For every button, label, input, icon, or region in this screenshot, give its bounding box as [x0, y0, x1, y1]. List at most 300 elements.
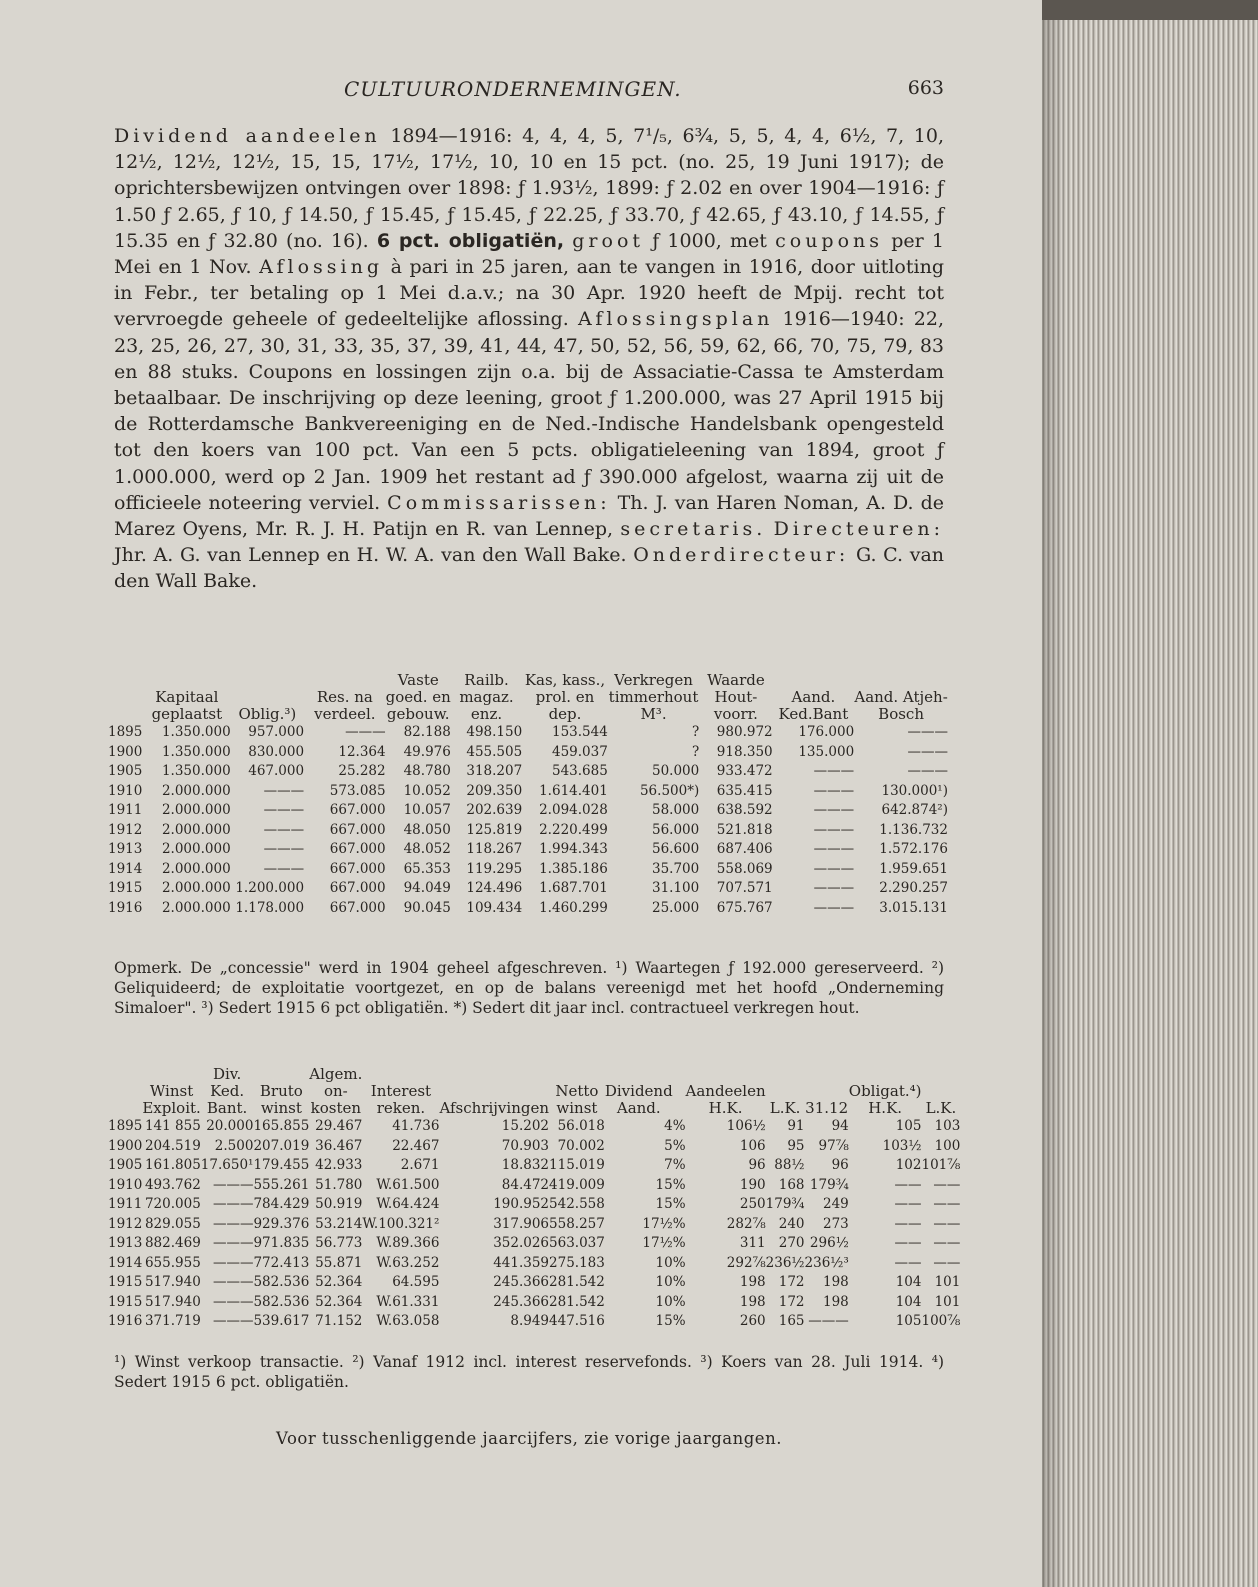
table-cell: 249: [823, 1196, 849, 1212]
year-cell: 1914: [108, 1254, 143, 1271]
table-cell: %: [672, 1254, 686, 1271]
table-cell: ———: [907, 763, 948, 779]
paragraph-run: Jhr. A. G. van Lennep en H. W. A. van den Wall Bake.: [114, 544, 634, 567]
table-cell: 273: [823, 1215, 849, 1232]
balance-table-header: [108, 672, 948, 723]
table-cell: 784.429: [253, 1196, 310, 1212]
table-cell: 17½: [642, 1215, 673, 1232]
table-cell: 103: [934, 1118, 961, 1134]
table-cell: 1.385.186: [539, 860, 608, 877]
year-cell: 1905: [108, 763, 143, 779]
table-cell: 103½: [882, 1137, 922, 1154]
table-cell: 772.413: [253, 1254, 310, 1271]
table-cell: 2.000.000: [161, 880, 231, 896]
table-cell: ———: [212, 1196, 254, 1212]
table-cell: ———: [813, 802, 855, 818]
table-cell: ——: [933, 1196, 961, 1212]
table-cell: 101⅞: [921, 1157, 961, 1173]
table-cell: ———: [212, 1176, 254, 1193]
table-cell: %: [672, 1235, 686, 1251]
table-cell: ——: [894, 1254, 922, 1271]
balance-table: [108, 672, 948, 918]
table-cell: ———: [907, 743, 948, 760]
paragraph-run: Aflossing: [259, 256, 384, 279]
results-table-header: [108, 1066, 960, 1117]
table-row: [108, 743, 948, 763]
table-cell: 52.364: [315, 1293, 363, 1310]
table-cell: 176.000: [798, 724, 855, 740]
table-cell: %: [672, 1274, 686, 1290]
table-cell: 198: [739, 1293, 766, 1310]
table-cell: 202.639: [466, 802, 523, 818]
paragraph-run: Aflossingsplan: [577, 308, 774, 331]
table-cell: ———: [813, 763, 855, 779]
table-cell: 447.516: [549, 1313, 605, 1329]
year-cell: 1915: [108, 1293, 143, 1310]
table-cell: 929.376: [253, 1215, 310, 1232]
table-cell: 17½: [642, 1235, 673, 1251]
table-cell: 1.687.701: [539, 880, 608, 896]
table-cell: 104: [895, 1274, 922, 1290]
table-cell: ———: [263, 860, 305, 877]
table-cell: 190.952: [493, 1196, 550, 1212]
table-cell: 493.762: [144, 1176, 201, 1193]
company-description-paragraph: [114, 123, 944, 595]
column-header: Netto winst: [555, 1082, 599, 1117]
table-cell: 3.015.131: [879, 899, 948, 916]
table-cell: 260: [739, 1313, 766, 1329]
table-cell: 25.282: [338, 763, 386, 779]
table-cell: ———: [263, 841, 305, 857]
table-cell: 282⅞: [726, 1215, 766, 1232]
table-cell: 198: [739, 1274, 766, 1290]
table-cell: 675.767: [716, 899, 773, 916]
table-cell: 563.037: [549, 1235, 605, 1251]
table-cell: ——: [894, 1196, 922, 1212]
table-cell: ———: [212, 1313, 254, 1329]
table-cell: ———: [212, 1274, 254, 1290]
table-cell: %: [672, 1293, 686, 1310]
table-cell: 56.773: [315, 1235, 363, 1251]
table-cell: 236½: [765, 1254, 805, 1271]
table-cell: 236½³: [804, 1254, 849, 1271]
paragraph-run: Directeuren:: [773, 518, 944, 541]
table-cell: 296½: [809, 1235, 849, 1251]
table-cell: 15: [655, 1313, 673, 1329]
table-cell: 4: [664, 1118, 673, 1134]
column-header: Algem. on-kosten: [309, 1065, 363, 1117]
table-cell: %: [672, 1118, 686, 1134]
paragraph-run: per 1 Mei en 1 Nov.: [114, 229, 944, 279]
table-cell: 55.871: [315, 1254, 363, 1271]
column-header: Winst Exploit.: [142, 1082, 201, 1117]
table-cell: 18.832: [501, 1157, 550, 1173]
table-cell: 2.671: [400, 1157, 440, 1173]
table-cell: W.64.424: [376, 1196, 440, 1212]
table-cell: 1.994.343: [539, 841, 608, 857]
table-cell: 95: [787, 1137, 805, 1154]
table-cell: 270: [778, 1235, 805, 1251]
year-cell: 1911: [108, 1196, 143, 1212]
table-cell: 918.350: [716, 743, 773, 760]
table-cell: 15: [655, 1176, 673, 1193]
table-row: [108, 801, 948, 821]
year-cell: 1916: [108, 1313, 143, 1329]
table-cell: 48.050: [403, 821, 451, 838]
table-cell: 1.959.651: [879, 860, 948, 877]
year-cell: 1915: [108, 1274, 143, 1290]
table-row: [108, 782, 948, 802]
table-cell: 498.150: [466, 724, 523, 740]
running-title: CULTUURONDERNEMINGEN.: [344, 77, 682, 101]
table-cell: 100: [934, 1137, 961, 1154]
year-cell: 1911: [108, 802, 143, 818]
table-cell: ——: [933, 1176, 961, 1193]
paragraph-run: 1894—1916: 4, 4, 4, 5, 7¹/₅, 6¾, 5, 5, 4, 4, 6½, 7, 10, 12½, 12½, 12½, 15, 15, 17½, 17½, 10, 10 en 15 pct. (no. 25, 19 Juni 1917); de oprichtersbewijzen ontvingen over 1898: ƒ 1.93½, 1899: ƒ 2.02 en over 1904—1916: ƒ 1.50 ƒ 2.65, ƒ 10, ƒ 14.50, ƒ 15.45, ƒ 15.45, ƒ 22.25, ƒ 33.70, ƒ 42.65, ƒ 43.10, ƒ 14.55, ƒ 15.35 en ƒ 32.80 (no. 16).: [114, 125, 944, 252]
table-cell: 125.819: [466, 821, 523, 838]
table-cell: 642.874²): [881, 802, 948, 818]
table-row: [108, 1215, 960, 1235]
column-header: Kas, kass., prol. en dep.: [524, 671, 606, 723]
table-cell: ———: [212, 1254, 254, 1271]
table-cell: 124.496: [466, 880, 523, 896]
table-cell: 459.037: [551, 743, 608, 760]
table-cell: W.61.331: [376, 1293, 440, 1310]
table-cell: %: [672, 1215, 686, 1232]
table-cell: 65.353: [403, 860, 451, 877]
table-cell: 29.467: [315, 1118, 363, 1134]
table-row: [108, 1273, 960, 1293]
table-cell: W.61.500: [376, 1176, 440, 1193]
table-row: [108, 762, 948, 782]
table-row: [108, 1312, 960, 1332]
table-cell: ———: [813, 821, 855, 838]
table-cell: 97⅞: [818, 1137, 849, 1154]
table-cell: 1.460.299: [539, 899, 608, 916]
paragraph-run: à pari in 25 jaren, aan te vangen in 1916, door uitloting in Febr., ter betaling op 1 Mei d.a.v.; na 30 Apr. 1920 heeft de Mpij. recht tot vervroegde geheele of gedeeltelijke aflossing.: [114, 256, 944, 331]
table-cell: 71.152: [315, 1313, 363, 1329]
table-cell: 539.617: [253, 1313, 310, 1329]
table-cell: 64.595: [392, 1274, 440, 1290]
table-cell: 882.469: [144, 1235, 201, 1251]
table-cell: 707.571: [716, 880, 773, 896]
column-header: [673, 1066, 686, 1117]
table-cell: 980.972: [716, 724, 773, 740]
column-header: 31.12: [805, 1099, 849, 1117]
column-header: Aandeelen H.K.: [685, 1082, 766, 1117]
table-cell: ———: [808, 1313, 849, 1329]
table-cell: 101: [934, 1293, 961, 1310]
table-cell: ———: [813, 782, 855, 799]
table-cell: 2.000.000: [161, 860, 231, 877]
table-row: [108, 723, 948, 743]
table-cell: 109.434: [466, 899, 523, 916]
table-cell: W.89.366: [376, 1235, 440, 1251]
results-table: [108, 1065, 961, 1332]
table-cell: ——: [894, 1176, 922, 1193]
paragraph-run: Onderdirecteur:: [633, 544, 850, 567]
table-cell: ———: [212, 1293, 254, 1310]
table-cell: %: [672, 1176, 686, 1193]
column-header: Vaste goed. en gebouw.: [385, 671, 451, 723]
year-cell: 1915: [108, 880, 143, 896]
table-row: [108, 860, 948, 880]
table-cell: 1.614.401: [539, 782, 608, 799]
table-cell: 281.542: [549, 1274, 605, 1290]
table-cell: 971.835: [253, 1235, 310, 1251]
table-cell: 1.178.000: [235, 899, 305, 916]
table-cell: 82.188: [403, 724, 451, 740]
table-cell: 165.855: [253, 1118, 310, 1134]
column-header: L.K.: [925, 1099, 957, 1117]
table-cell: 141 855: [144, 1118, 201, 1134]
table-cell: 318.207: [466, 763, 523, 779]
table-cell: 1.572.176: [879, 841, 948, 857]
page-header: [114, 77, 944, 103]
year-cell: 1913: [108, 1235, 143, 1251]
year-cell: 1912: [108, 1215, 143, 1232]
table-cell: 165: [778, 1313, 805, 1329]
table-cell: 10: [655, 1293, 673, 1310]
table-cell: 119.295: [466, 860, 523, 877]
table-cell: 317.906: [493, 1215, 550, 1232]
table-cell: 2.500: [214, 1137, 254, 1154]
table-cell: 207.019: [253, 1137, 310, 1154]
table-cell: ———: [212, 1235, 254, 1251]
results-table-notes: ¹) Winst verkoop transactie. ²) Vanaf 1912 incl. interest reservefonds. ³) Koers van 28. Juli 1914. ⁴) Sedert 1915 6 pct. obligatiën.: [114, 1353, 944, 1391]
table-cell: 179¾: [809, 1176, 849, 1193]
paragraph-run: ƒ 1000, met: [644, 229, 776, 252]
table-cell: 49.976: [403, 743, 451, 760]
column-header: Div. Ked. Bant.: [206, 1065, 248, 1117]
column-header: Obligat.⁴) H.K.: [848, 1082, 922, 1117]
table-cell: %: [672, 1157, 686, 1173]
table-cell: 245.366: [493, 1274, 550, 1290]
table-cell: 352.026: [493, 1235, 550, 1251]
table-row: [108, 1156, 960, 1176]
table-cell: 8.949: [510, 1313, 550, 1329]
year-cell: 1916: [108, 899, 143, 916]
table-cell: W.63.058: [376, 1313, 440, 1329]
table-cell: 104: [895, 1293, 922, 1310]
table-cell: 31.100: [651, 880, 700, 896]
table-cell: W.100.321²: [362, 1215, 440, 1232]
year-cell: 1914: [108, 860, 143, 877]
column-header: Waarde Hout-voorr.: [707, 671, 765, 723]
table-cell: W.63.252: [376, 1254, 440, 1271]
table-cell: 91: [787, 1118, 805, 1134]
table-cell: 655.955: [144, 1254, 201, 1271]
paragraph-run: G. C. van den Wall Bake.: [114, 544, 945, 593]
year-cell: 1900: [108, 743, 143, 760]
table-cell: 1.200.000: [235, 880, 305, 896]
table-cell: 10.052: [403, 782, 451, 799]
table-cell: ———: [907, 724, 948, 740]
paragraph-run: Dividend aandeelen: [114, 125, 381, 147]
table-cell: 517.940: [144, 1274, 201, 1290]
column-header: Railb. magaz. enz.: [459, 671, 514, 723]
table-cell: 17.650¹: [200, 1157, 254, 1173]
table-row: [108, 1176, 960, 1196]
table-cell: 2.000.000: [161, 899, 231, 916]
table-row: [108, 1195, 960, 1215]
table-cell: 101: [934, 1274, 961, 1290]
table-cell: 2.094.028: [539, 802, 608, 818]
table-cell: 455.505: [466, 743, 523, 760]
year-cell: 1913: [108, 841, 143, 857]
table-cell: 56.500*): [639, 782, 700, 799]
table-cell: 115.019: [549, 1157, 605, 1173]
table-cell: 543.685: [551, 763, 608, 779]
table-cell: ?: [691, 743, 700, 760]
column-header: L.K.: [769, 1099, 801, 1117]
table-cell: 48.052: [403, 841, 451, 857]
table-cell: ———: [813, 860, 855, 877]
table-cell: 275.183: [549, 1254, 605, 1271]
table-cell: 933.472: [716, 763, 773, 779]
page-number: 663: [907, 77, 944, 99]
table-cell: 2.000.000: [161, 821, 231, 838]
table-cell: ———: [813, 899, 855, 916]
table-cell: 573.085: [329, 782, 386, 799]
table-cell: 84.472: [501, 1176, 550, 1193]
table-cell: 105: [895, 1118, 922, 1134]
table-cell: 419.009: [549, 1176, 605, 1193]
table-cell: 52.364: [315, 1274, 363, 1290]
table-row: [108, 1137, 960, 1157]
table-row: [108, 821, 948, 841]
table-cell: 441.359: [493, 1254, 550, 1271]
table-cell: 555.261: [253, 1176, 310, 1193]
table-cell: 371.719: [144, 1313, 201, 1329]
table-row: [108, 1117, 960, 1137]
column-header: Aand. Atjeh-Bosch: [854, 688, 948, 723]
table-cell: 667.000: [329, 880, 386, 896]
table-cell: 667.000: [329, 841, 386, 857]
column-header: Bruto winst: [259, 1082, 303, 1117]
table-cell: 467.000: [248, 763, 305, 779]
table-cell: 15: [655, 1196, 673, 1212]
table-cell: 172: [778, 1293, 805, 1310]
table-cell: 582.536: [253, 1293, 310, 1310]
table-cell: 542.558: [549, 1196, 605, 1212]
table-cell: 41.736: [392, 1118, 440, 1134]
table-cell: 667.000: [329, 860, 386, 877]
table-cell: 179.455: [253, 1157, 310, 1173]
column-header: Verkregen timmerhout M³.: [608, 671, 699, 723]
table-cell: 10: [655, 1254, 673, 1271]
table-cell: 88½: [774, 1157, 805, 1173]
table-cell: 35.700: [651, 860, 700, 877]
paragraph-run: Th. J. van Haren Noman, A. D. de Marez Oyens, Mr. R. J. H. Patijn en R. van Lennep,: [114, 491, 945, 541]
table-cell: 42.933: [315, 1157, 363, 1173]
table-cell: 829.055: [144, 1215, 201, 1232]
year-cell: 1900: [108, 1137, 143, 1154]
table-cell: 56.600: [651, 841, 700, 857]
table-cell: %: [672, 1313, 686, 1329]
table-cell: 7: [664, 1157, 673, 1173]
table-cell: 48.780: [403, 763, 451, 779]
table-cell: 58.000: [651, 802, 700, 818]
table-cell: 2.290.257: [879, 880, 948, 896]
table-cell: 190: [739, 1176, 766, 1193]
table-cell: 106½: [726, 1118, 766, 1134]
table-row: [108, 1254, 960, 1274]
table-cell: 1.350.000: [161, 763, 231, 779]
table-cell: ———: [345, 724, 386, 740]
year-cell: 1895: [108, 1118, 143, 1134]
table-cell: ———: [813, 880, 855, 896]
table-cell: 15.202: [501, 1118, 550, 1134]
table-cell: 56.018: [557, 1118, 605, 1134]
column-header: Afschrijvingen: [439, 1099, 550, 1117]
paragraph-run: [766, 518, 773, 540]
paragraph-run: secretaris.: [620, 518, 767, 541]
table-cell: 250: [739, 1196, 766, 1212]
table-cell: 135.000: [798, 743, 855, 760]
table-cell: 90.045: [403, 899, 451, 916]
table-cell: 10: [655, 1274, 673, 1290]
table-cell: 70.002: [557, 1137, 605, 1154]
table-cell: 2.000.000: [161, 802, 231, 818]
table-cell: ———: [813, 841, 855, 857]
table-cell: 635.415: [716, 782, 773, 799]
footer-remark: Voor tusschenliggende jaarcijfers, zie vorige jaargangen.: [276, 1429, 782, 1448]
column-header: Dividend Aand.: [604, 1082, 673, 1117]
year-cell: 1895: [108, 724, 143, 740]
table-cell: ———: [263, 802, 305, 818]
table-cell: ——: [894, 1235, 922, 1251]
table-cell: 51.780: [315, 1176, 363, 1193]
table-cell: 830.000: [248, 743, 305, 760]
column-header: [108, 672, 143, 723]
table-cell: 2.000.000: [161, 782, 231, 799]
table-cell: 36.467: [315, 1137, 363, 1154]
year-cell: 1912: [108, 821, 143, 838]
table-cell: 53.214: [315, 1215, 363, 1232]
table-cell: 687.406: [716, 841, 773, 857]
table-cell: 292⅞: [726, 1254, 766, 1271]
year-cell: 1905: [108, 1157, 143, 1173]
table-cell: 582.536: [253, 1274, 310, 1290]
table-cell: 667.000: [329, 821, 386, 838]
table-cell: 2.220.499: [539, 821, 608, 838]
table-row: [108, 840, 948, 860]
table-cell: 521.818: [716, 821, 773, 838]
table-cell: 2.000.000: [161, 841, 231, 857]
table-cell: 94.049: [403, 880, 451, 896]
table-row: [108, 899, 948, 919]
paragraph-run: 1916—1940: 22, 23, 25, 26, 27, 30, 31, 33, 35, 37, 39, 41, 44, 47, 50, 52, 56, 59, 62, 66, 70, 75, 79, 83 en 88 stuks. Coupons en lossingen zijn o.a. bij de Assaciatie-Cassa te Amsterdam betaalbaar. De inschrijving op deze leening, groot ƒ 1.200.000, was 27 April 1915 bij de Rotterdamsche Bankvereeniging en de Ned.-Indische Handelsbank opengesteld tot den koers van 100 pct. Van een 5 pcts. obligatieleening van 1894, groot ƒ 1.000.000, werd op 2 Jan. 1909 het restant ad ƒ 390.000 afgelost, waarna zij uit de officieele noteering verviel.: [114, 308, 944, 514]
table-cell: 667.000: [329, 802, 386, 818]
year-cell: 1910: [108, 782, 143, 799]
table-cell: 209.350: [466, 782, 523, 799]
table-cell: ——: [894, 1215, 922, 1232]
table-cell: 311: [739, 1235, 766, 1251]
table-cell: ———: [263, 821, 305, 838]
table-cell: 118.267: [466, 841, 523, 857]
table-cell: 105: [895, 1313, 922, 1329]
table-cell: 102: [895, 1157, 922, 1173]
table-cell: 198: [823, 1274, 849, 1290]
table-cell: 1.350.000: [161, 724, 231, 740]
table-cell: %: [672, 1137, 686, 1154]
table-cell: 10.057: [403, 802, 451, 818]
table-cell: 957.000: [248, 724, 305, 740]
table-cell: 198: [823, 1293, 849, 1310]
table-cell: 667.000: [329, 899, 386, 916]
table-cell: 70.903: [501, 1137, 550, 1154]
